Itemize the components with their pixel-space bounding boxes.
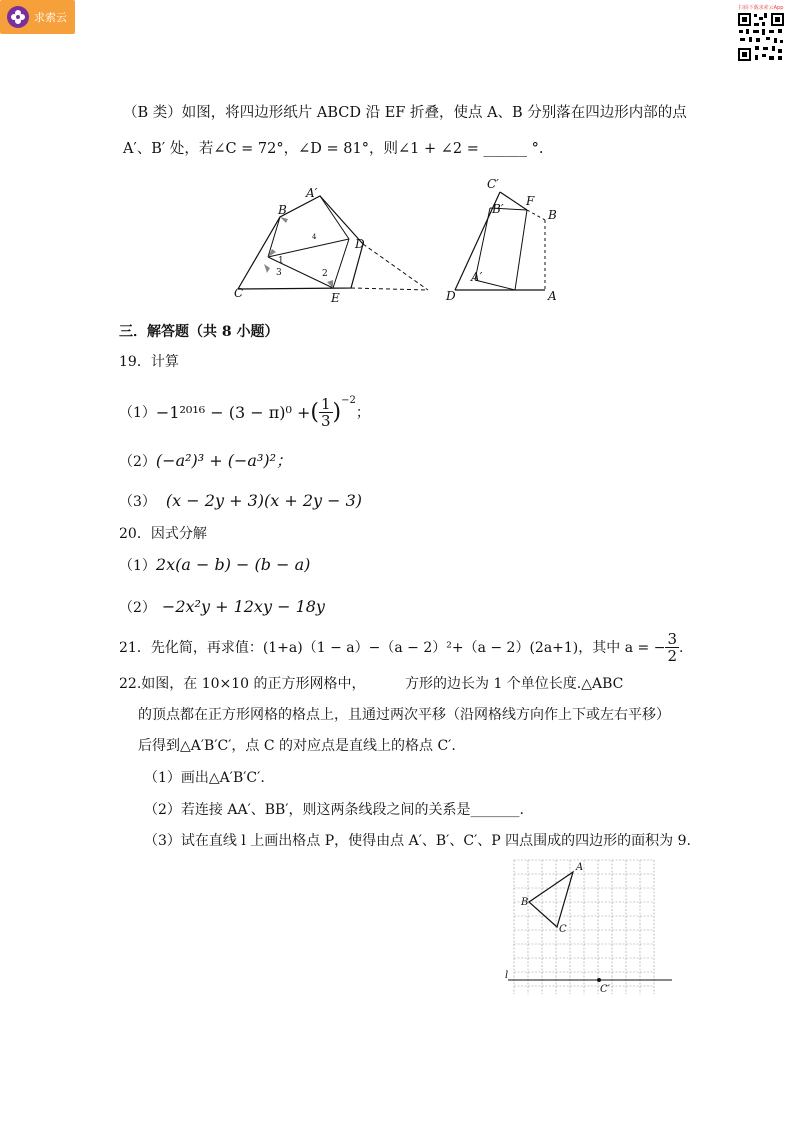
fig1-label-c: C: [234, 286, 244, 300]
flower-icon: [7, 6, 29, 28]
grid-label-b: B: [521, 897, 529, 908]
q20-part2-expr: −2x²y + 12xy − 18y: [161, 597, 325, 616]
q22-line1b: 方形的边长为 1 个单位长度.△ABC: [405, 676, 624, 692]
q20-part1: （1）2x(a − b) − (b − a): [119, 555, 311, 574]
q18-line2: A′、B′ 处，若∠C = 72°，∠D = 81°，则∠1 + ∠2 = ______ °.: [123, 141, 544, 157]
q22-line3: 后得到△A′B′C′，点 C 的对应点是直线上的格点 C′.: [138, 738, 456, 754]
q21-text: 21．先化简，再求值：(1+a)（1 − a）−（a − 2）²+（a − 2）(2a+1)，其中 a = −: [119, 639, 666, 656]
qr-code-icon: [736, 11, 786, 63]
q22-line1: 22.如图，在 10×10 的正方形网格中，: [119, 676, 366, 692]
fig2-label-d: D: [446, 289, 456, 303]
q19-part1-expr: −1²⁰¹⁶ − (3 − π)⁰ +: [155, 402, 311, 422]
fig1-label-d: D: [355, 237, 365, 251]
fig2-label-b-prime: B′: [492, 202, 504, 216]
fig1-angle-3: 3: [276, 268, 282, 278]
grid-label-c-prime: C′: [600, 984, 610, 995]
fig1-angle-4: 4: [312, 233, 317, 241]
q19-part1-end: ；: [355, 404, 370, 421]
fold-figure-1: [228, 182, 438, 307]
grid-label-a: A: [576, 862, 584, 873]
grid-label-l: l: [505, 970, 509, 981]
q22-part1: （1）画出△A′B′C′.: [144, 770, 265, 786]
q20-title: 20．因式分解: [119, 526, 207, 542]
fig1-angle-2: 2: [322, 269, 328, 279]
q22-part2: （2）若连接 AA′、BB′，则这两条线段之间的关系是_______.: [144, 802, 524, 818]
q19-part3: （3） (x − 2y + 3)(x + 2y − 3): [119, 491, 363, 510]
fig2-label-c-prime: C′: [487, 177, 499, 191]
q18-line1: （B 类）如图，将四边形纸片 ABCD 沿 EF 折叠，使点 A、B 分别落在四边形内部的点: [123, 105, 687, 121]
q19-part1: （1） −1²⁰¹⁶ − (3 − π)⁰ + ( $\frac{1}{3}$ ) −2 ；: [119, 396, 370, 429]
fig1-label-b: B: [278, 203, 287, 217]
fig2-label-a: A: [548, 289, 557, 303]
brand-logo: [0, 0, 75, 34]
fig2-label-b: B: [548, 208, 557, 222]
q19-part2: （2）(−a²)³ + (−a³)²；: [119, 451, 293, 470]
grid-label-c: C: [559, 924, 567, 935]
fig2-label-f: F: [526, 194, 535, 208]
q21-frac: $\frac{3}{2}$: [667, 630, 677, 665]
q19-part2-expr: (−a²)³ + (−a³)²；: [155, 451, 293, 470]
q22-line2: 的顶点都在正方形网格的格点上，且通过两次平移（沿网格线方向作上下或左右平移）: [138, 707, 670, 723]
fig1-label-a-prime: A′: [306, 186, 318, 200]
fold-figure-2: [445, 180, 565, 300]
q19-part3-expr: (x − 2y + 3)(x + 2y − 3): [165, 491, 363, 510]
q19-part1-prefix: （1）: [119, 404, 156, 421]
fig1-label-e: E: [331, 291, 340, 305]
logo-text: 求索云: [34, 11, 67, 24]
q21: 21．先化简，再求值：(1+a)（1 − a）−（a − 2）²+（a − 2）(2a+1)，其中 a = − $\frac{3}{2}$ .: [119, 630, 684, 665]
qr-label: 扫码下载求索云App: [738, 5, 784, 11]
q22-part3: （3）试在直线 l 上画出格点 P，使得由点 A′、B′、C′、P 四点围成的四边形的面积为 9.: [144, 833, 691, 849]
q20-part1-expr: 2x(a − b) − (b − a): [155, 555, 311, 574]
qr-code[interactable]: [736, 4, 786, 66]
q20-part2: （2） −2x²y + 12xy − 18y: [119, 597, 325, 616]
fig2-label-a-prime: A′: [471, 270, 483, 284]
section-title: 三．解答题（共 8 小题）: [119, 324, 279, 340]
fig1-angle-1: 1: [278, 256, 284, 266]
q19-part1-exp: −2: [341, 394, 356, 406]
grid-figure: [500, 858, 675, 998]
q19-title: 19．计算: [119, 354, 179, 370]
q19-part1-frac: $\frac{1}{3}$: [321, 395, 331, 430]
